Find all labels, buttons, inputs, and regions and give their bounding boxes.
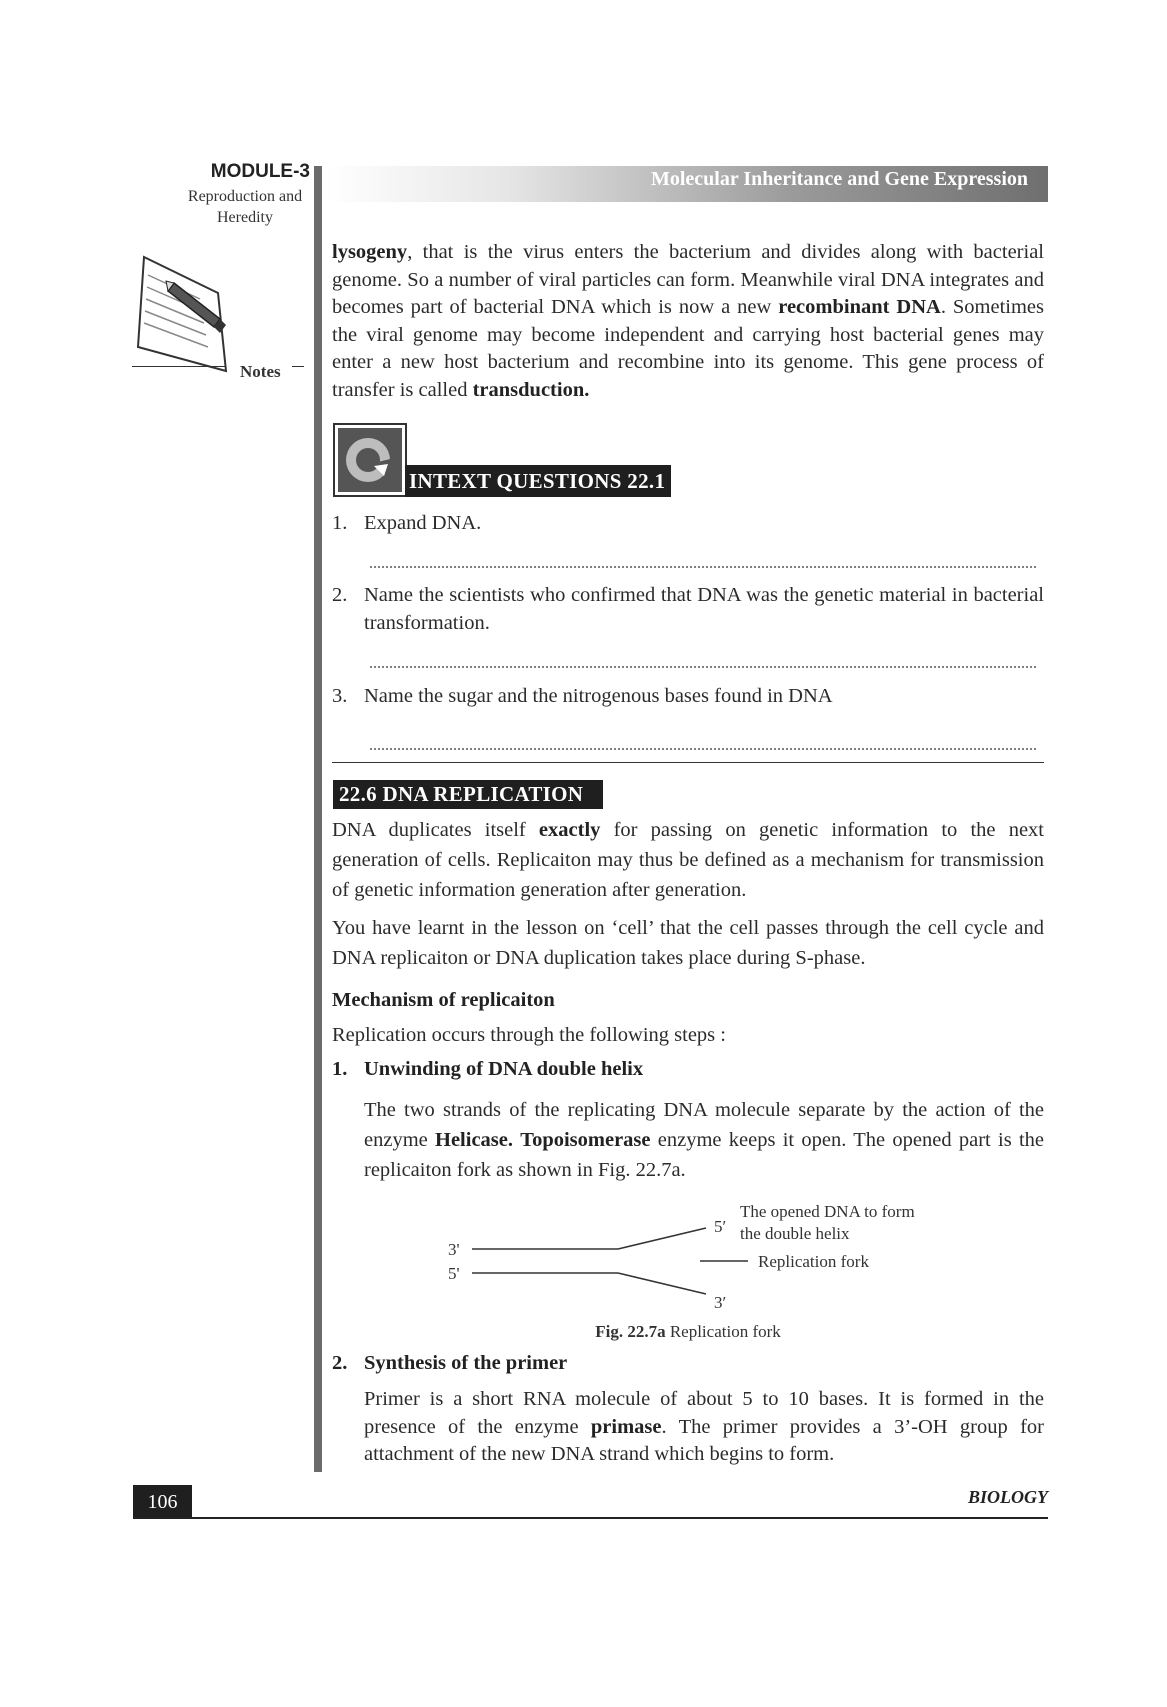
replication-fork-figure xyxy=(430,1192,970,1312)
step-1-paragraph xyxy=(364,1095,1044,1185)
replication-text-1: DNA duplicates itself xyxy=(332,819,539,841)
notes-rule-left xyxy=(132,366,226,367)
page-number: 106 xyxy=(133,1485,192,1519)
step-1-text-2: enzyme keeps it open. The opened part is the replicaiton fork as shown in Fig. 22.7a. xyxy=(364,1129,1045,1181)
label-5-prime-left: 5' xyxy=(448,1264,460,1283)
question-2-number: 2. xyxy=(332,584,348,606)
term-transduction: transduction. xyxy=(472,378,590,401)
figure-caption xyxy=(332,1322,1044,1342)
module-subtitle-line2: Heredity xyxy=(217,209,273,226)
step-2-text-1: Primer is a short RNA molecule of about 5 to 10 bases. It is formed in the presence of the enzyme xyxy=(364,1388,1044,1438)
label-opened-dna-line2: the double helix xyxy=(740,1224,850,1243)
chapter-title: Molecular Inheritance and Gene Expression xyxy=(650,168,1028,190)
notes-rule-right xyxy=(292,366,304,367)
intro-paragraph xyxy=(332,239,1044,404)
module-subtitle xyxy=(160,186,310,228)
label-3-prime-bottom: 3′ xyxy=(714,1293,727,1312)
step-2-number: 2. xyxy=(332,1352,348,1374)
question-3-number: 3. xyxy=(332,685,348,707)
fork-strand-top-branch xyxy=(618,1228,706,1249)
term-exactly: exactly xyxy=(538,819,601,841)
fork-strand-bottom-branch xyxy=(618,1273,706,1294)
mechanism-intro: Replication occurs through the following steps : xyxy=(332,1024,726,1046)
step-2-paragraph xyxy=(364,1386,1044,1469)
step-1-title: Unwinding of DNA double helix xyxy=(364,1058,644,1080)
question-3-text: Name the sugar and the nitrogenous bases found in DNA xyxy=(364,685,833,707)
notes-pencil-icon xyxy=(130,255,240,380)
mechanism-heading: Mechanism of replicaiton xyxy=(332,989,555,1011)
label-replication-fork: Replication fork xyxy=(758,1252,869,1271)
term-recombinant-dna: recombinant DNA xyxy=(778,296,941,318)
step-2-title: Synthesis of the primer xyxy=(364,1352,568,1374)
term-lysogeny: lysogeny xyxy=(332,241,408,263)
replication-text-2: for passing on genetic information to the next generation of cells. Replicaiton may thus be defined as a mechanism for transmission of genetic information generation after generation. xyxy=(332,819,1044,901)
figure-caption-number: Fig. 22.7a xyxy=(595,1322,666,1341)
intro-text-2: . Sometimes the viral genome may become independent and carrying host bacterial genes may enter a new host bacterium and recombine into its genome. This gene process of transfer is called xyxy=(332,296,1045,401)
replication-paragraph-2: You have learnt in the lesson on ‘cell’ that the cell passes through the cell cycle and DNA replicaiton or DNA duplication takes place during S-phase. xyxy=(332,917,1044,969)
label-3-prime-left: 3' xyxy=(448,1240,460,1259)
module-subtitle-line1: Reproduction and xyxy=(187,188,303,205)
subject-title: BIOLOGY xyxy=(968,1487,1048,1507)
term-topoisomerase: Topoisomerase xyxy=(520,1129,651,1151)
step-1-text-1: The two strands of the replicating DNA molecule separate by the action of the enzyme xyxy=(364,1099,1044,1151)
footer-rule xyxy=(133,1517,1048,1519)
question-2-text: Name the scientists who confirmed that DNA was the genetic material in bacterial transformation. xyxy=(364,584,1044,634)
notes-label: Notes xyxy=(240,362,281,381)
intro-text-1: , that is the virus enters the bacterium and divides along with bacterial genome. So a number of viral particles can form. Meanwhile viral DNA integrates and becomes part of bacterial DNA which is now a new xyxy=(332,241,1044,318)
question-q-icon xyxy=(333,423,407,497)
answer-line-1[interactable] xyxy=(369,566,1037,568)
section-divider xyxy=(332,762,1044,763)
section-heading: 22.6 DNA REPLICATION xyxy=(333,780,603,809)
figure-caption-text: Replication fork xyxy=(665,1322,781,1341)
margin-bar xyxy=(314,166,322,1472)
step-1-number: 1. xyxy=(332,1058,348,1080)
question-1-number: 1. xyxy=(332,512,348,534)
answer-line-3[interactable] xyxy=(369,748,1037,750)
step-2-text-2: . The primer provides a 3’-OH group for attachment of the new DNA strand which begins to form. xyxy=(364,1415,1044,1465)
question-1-text: Expand DNA. xyxy=(364,512,482,534)
module-label: MODULE-3 xyxy=(210,161,310,182)
term-primase: primase xyxy=(590,1415,662,1438)
label-opened-dna-line1: The opened DNA to form xyxy=(740,1202,915,1221)
term-helicase: Helicase. xyxy=(435,1129,514,1151)
replication-paragraph-1 xyxy=(332,815,1044,905)
intext-questions-heading: INTEXT QUESTIONS 22.1 xyxy=(405,465,671,497)
label-5-prime-top: 5′ xyxy=(714,1217,727,1236)
answer-line-2[interactable] xyxy=(369,666,1037,668)
